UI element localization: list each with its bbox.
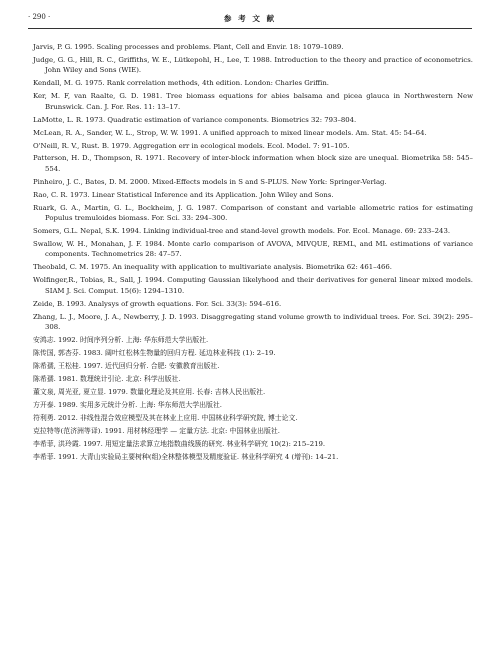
- reference-entry: Swallow, W. H., Monahan, J. F. 1984. Monte carlo comparison of AVOVA, MIVQUE, REML, and ML estimations of variance components. Technometrics 28: 47–57.: [33, 240, 473, 259]
- reference-entry: 李希菲, 洪玲霞. 1997. 用短定量法求算立地指数曲线簇的研究. 林业科学研究 10(2): 215–219.: [33, 439, 326, 448]
- header-rule: [28, 28, 472, 29]
- reference-list: [33, 42, 473, 465]
- reference-entry: Ruark, G. A., Martin, G. L., Bockheim, J. G. 1987. Comparison of constant and variable allometric ratios for estimating Populus tremuloides biomass. For. Sci. 33: 294–300.: [33, 203, 473, 223]
- reference-entry: McLean, R. A., Sander, W. L., Strop, W. W. 1991. A unified approach to mixed linear models. Am. Stat. 45: 54–64.: [33, 128, 427, 137]
- reference-entry: 陈传国, 郭杏芬. 1983. 阔叶红松林生物量的回归方程. 延边林业科技 (1): 2–19.: [33, 349, 276, 357]
- reference-entry: Jarvis, P. G. 1995. Scaling processes and problems. Plant, Cell and Envir. 18: 1079–1089.: [33, 43, 344, 51]
- reference-entry: 克拉特等(范济洲等译). 1991. 用材林经理学 — 定量方法. 北京: 中国林业出版社.: [33, 426, 280, 435]
- reference-entry: 陈希孺. 1981. 数理统计引论. 北京: 科学出版社.: [33, 374, 181, 383]
- reference-entry: 陈希孺, 王松桂. 1997. 近代回归分析. 合肥: 安徽教育出版社.: [33, 361, 220, 370]
- running-title: 参 考 文 献: [223, 14, 277, 23]
- reference-entry: Zeide, B. 1993. Analysys of growth equations. For. Sci. 33(3): 594–616.: [33, 299, 282, 308]
- reference-entry: Wolfinger,R., Tobias, R., Sall, J. 1994. Computing Gaussian likelyhood and their derivatives for general linear mixed models. SIAM J. Sci. Comput. 15(6): 1294–1310.: [33, 276, 473, 295]
- reference-entry: Somers, G.L. Nepal, S.K. 1994. Linking individual-tree and stand-level growth models. For. Ecol. Manage. 69: 233–243.: [33, 227, 451, 236]
- reference-entry: Judge, G. G., Hill, R. C., Griffiths, W. E., Lütkepohl, H., Lee, T. 1988. Introduction to the theory and practice of econometrics. John Wiley and Sons (WIE).: [33, 55, 473, 75]
- reference-entry: Rao, C. R. 1973. Linear Statistical Inference and its Application. John Wiley and Sons.: [33, 190, 334, 199]
- reference-entry: Pinheiro, J. C., Bates, D. M. 2000. Mixed-Effects models in S and S-PLUS. New York: Springer-Verlag.: [33, 177, 387, 186]
- reference-entry: Patterson, H. D., Thompson, R. 1971. Recovery of inter-block information when block size are unequal. Biometrika 58: 545–554.: [33, 154, 473, 173]
- page-number: · 290 ·: [28, 13, 51, 21]
- reference-entry: 符利勇. 2012. 非线性混合效应模型及其在林业上应用. 中国林业科学研究院, 博士论文.: [33, 413, 298, 422]
- reference-entry: 安鸿志. 1992. 时间序列分析. 上海: 华东师范大学出版社.: [33, 336, 209, 345]
- reference-entry: Kendall, M. G. 1975. Rank correlation methods, 4th edition. London: Charles Griffin.: [33, 79, 330, 88]
- reference-entry: O'Neill, R. V., Rust. B. 1979. Aggregation err in ecological models. Ecol. Model. 7: 91–105.: [33, 141, 350, 150]
- reference-entry: Ker, M. F, van Raalte, G. D. 1981. Tree biomass equations for abies balsama and picea glauca in Northwestern New Brunswick. Can. J. For. Res. 11: 13–17.: [33, 92, 473, 111]
- reference-entry: 方开泰. 1989. 实用多元统计分析. 上海: 华东师范大学出版社.: [33, 400, 222, 409]
- reference-entry: 李希菲. 1991. 大青山实验局主要树种(组)全林整体模型及精度验证. 林业科学研究 4 (增刊): 14–21.: [33, 452, 339, 461]
- reference-entry: Zhang, L. J., Moore, J. A., Newberry, J. D. 1993. Disaggregating stand volume growth to individual trees. For. Sci. 39(2): 295–308.: [33, 312, 473, 332]
- page-header: [28, 13, 472, 27]
- reference-entry: LaMotte, L. R. 1973. Quadratic estimation of variance components. Biometrics 32: 793–804.: [33, 115, 357, 124]
- reference-entry: Theobald, C. M. 1975. An inequality with application to multivariate analysis. Biometrika 62: 461–466.: [33, 263, 392, 272]
- reference-entry: 董文泉, 周光亚, 夏立显. 1979. 数量化理论及其应用. 长春: 吉林人民出版社.: [33, 387, 266, 396]
